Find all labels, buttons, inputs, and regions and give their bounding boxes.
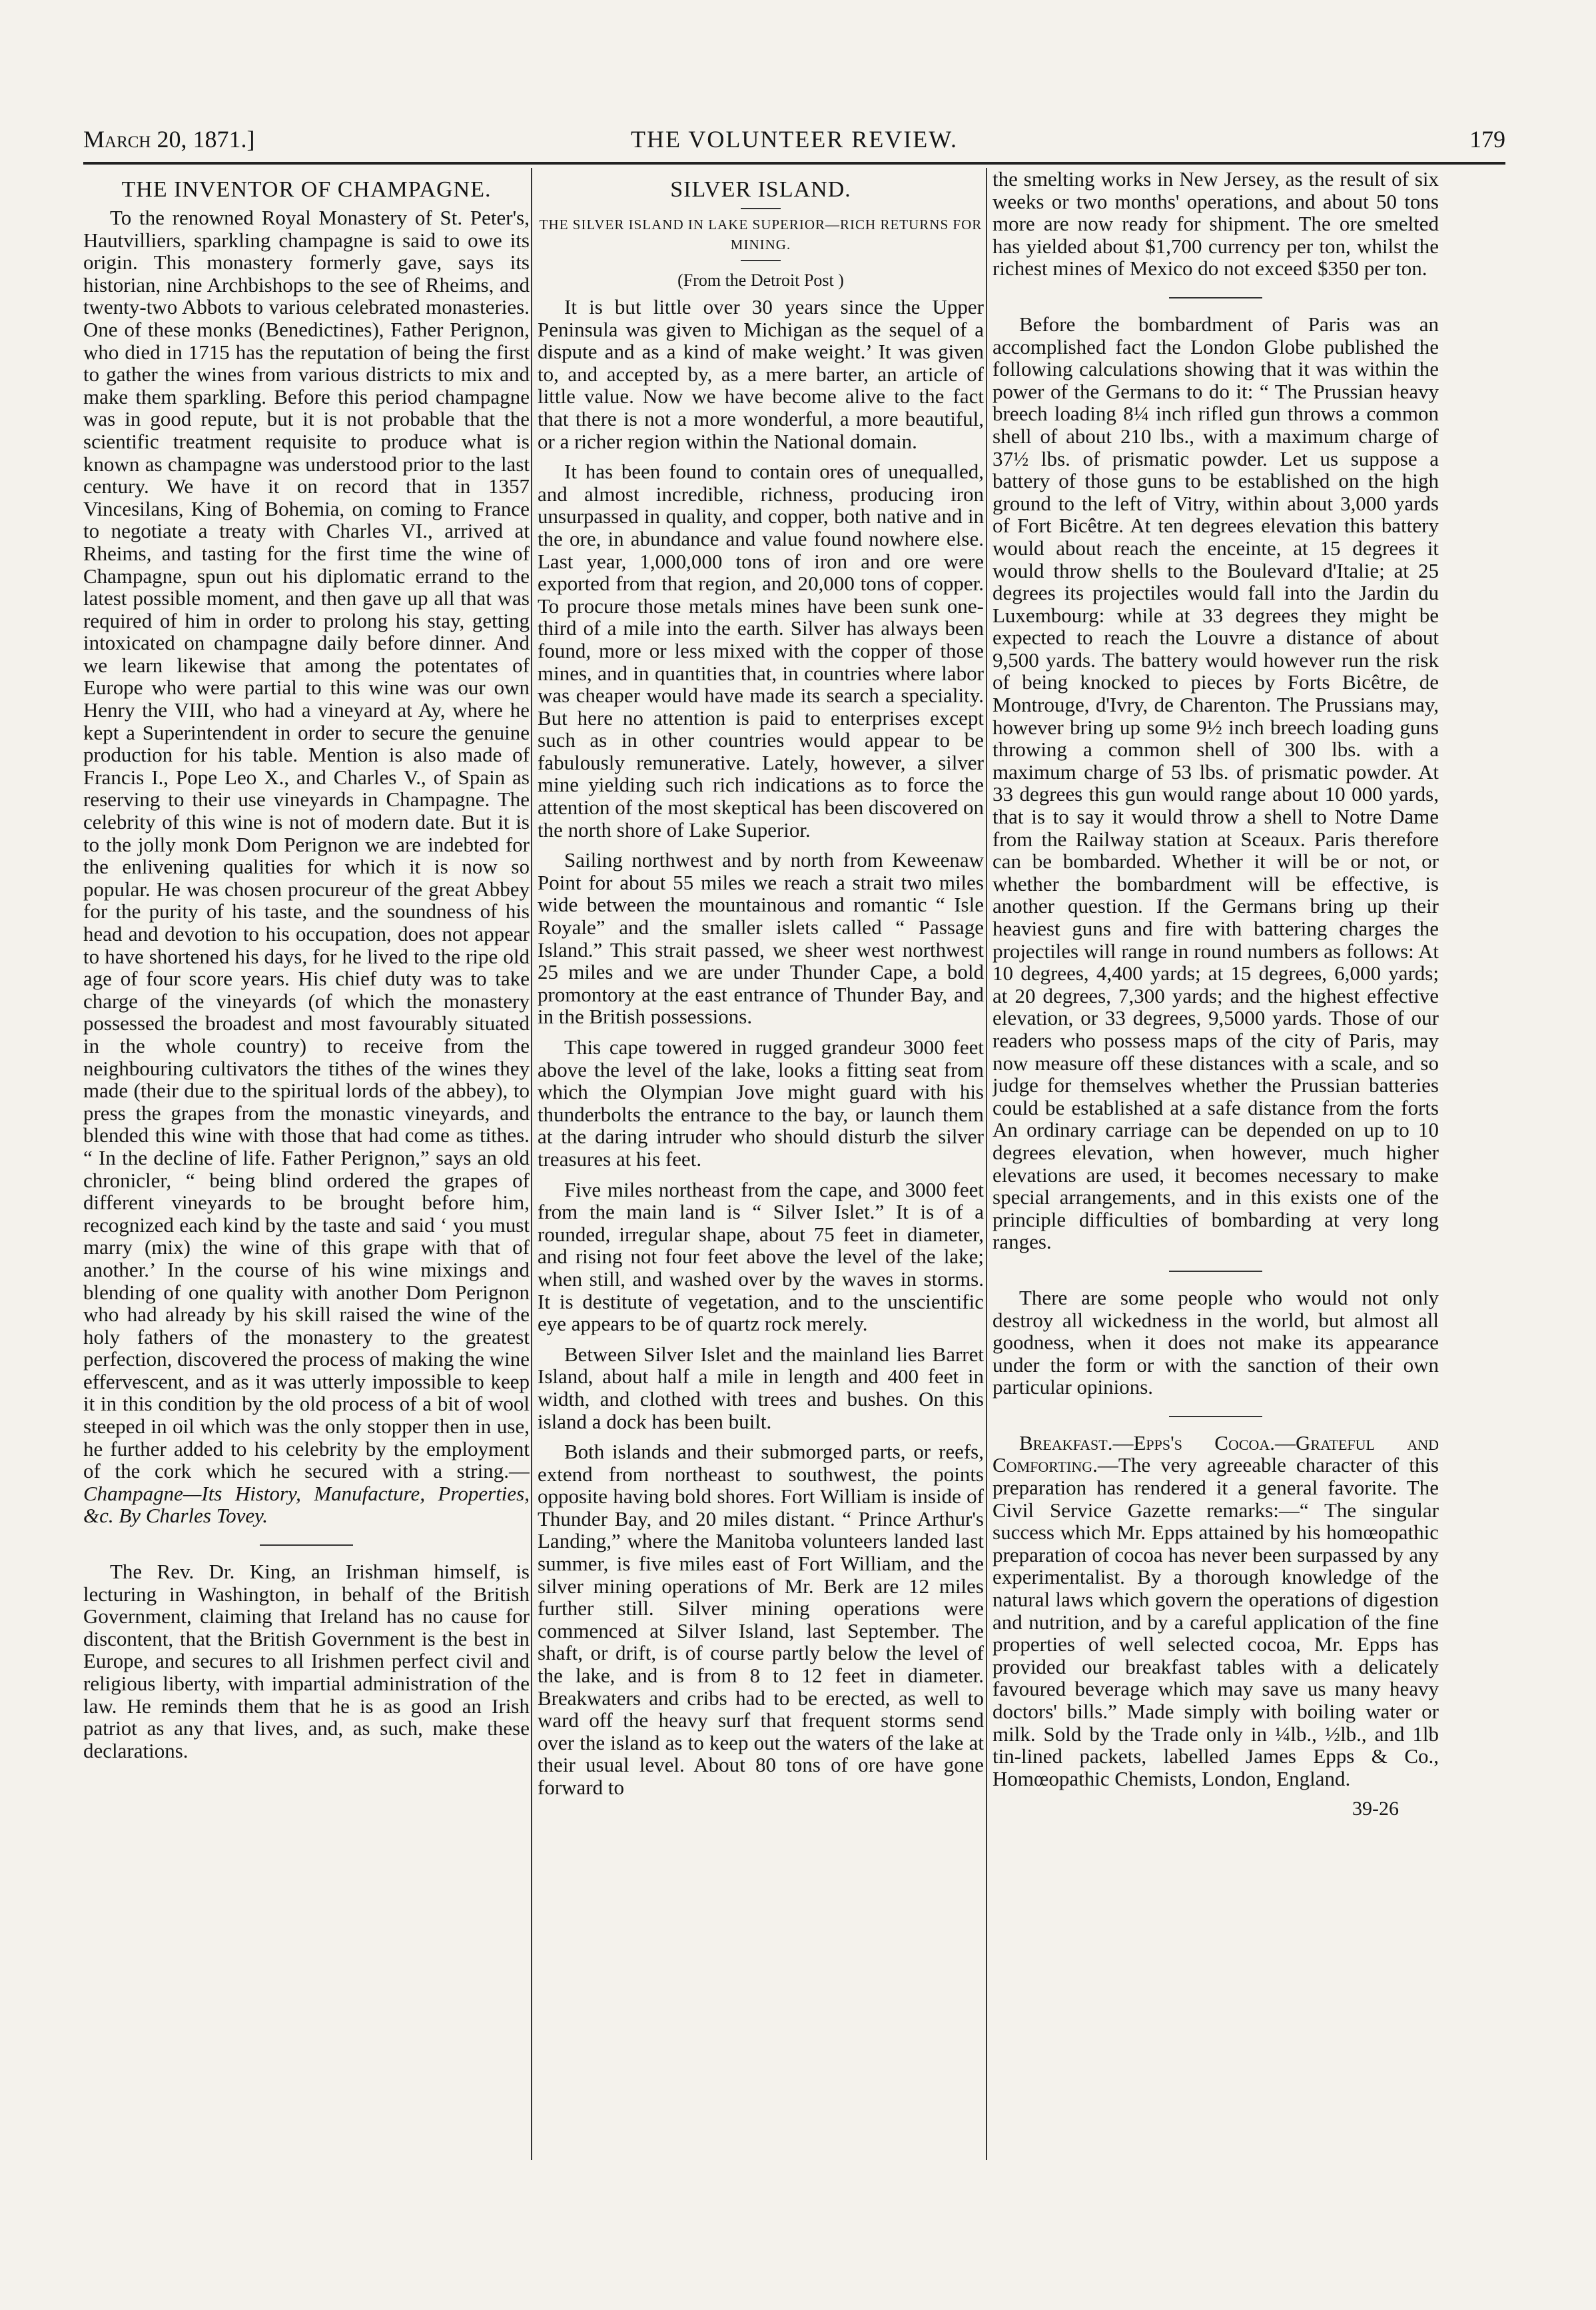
article-paragraph: The Rev. Dr. King, an Irishman himself, is lecturing in Washington, in behalf of the British Government, claiming that Ireland has no cause for discontent, that the British Government is the best in Europe, and secures to all Irishmen perfect civil and religious liberty, with impartial administration of the law. He reminds them that he is as good an Irish patriot as any that lives, and, as such, make these declarations. — [83, 1560, 530, 1762]
column-divider — [531, 168, 532, 2160]
heading-rule — [741, 208, 781, 209]
paragraph-text: To the renowned Royal Monastery of St. Peter's, Hautvilliers, sparkling champagne is said to owe its origin. This monastery formerly gave, says its historian, nine Archbishops to the see of Rheims, and twenty-two Abbots to various celebrated monasteries. One of these monks (Benedictines), Father Perignon, who died in 1715 has the reputation of being the first to gather the wines from various districts to mix and make them sparkling. Before this period champagne was in good repute, but it is not probable that the scientific treatment requisite to produce what is known as champagne was understood prior to the last century. We have it on record that in 1357 Vincesilans, King of Bohemia, on coming to France to negotiate a treaty with Charles VI., arrived at Rheims, and tasting for the first time the wine of Champagne, spun out his diplomatic errand to the latest possible moment, and then gave up all that was required of him in order to prolong his stay, getting intoxicated on champagne daily before dinner. And we learn likewise that among the potentates of Europe who were partial to this wine was our own Henry the VIII, who had a vineyard at Ay, where he kept a Superintendent in order to secure the genuine production for his table. Mention is also made of Francis I., Pope Leo X., and Charles V., of Spain as reserving to their use vineyards in Champagne. The celebrity of this wine is not of modern date. But it is to the jolly monk Dom Perignon we are indebted for the enlivening qualities for which it is now so popular. He was chosen procureur of the great Abbey for the purity of his taste, and the soundness of his head and devotion to his occupation, does not appear to have shortened his days, for he lived to the ripe old age of four score years. His chief duty was to take charge of the vineyards (of which the monastery possessed the broadest and most favourably situated in the whole country) to receive from the neighbouring cultivators the tithes of the wines they made (their due to the spiritual lords of the abbey), to press the grapes from the monastic vineyards, and blended this wine with those that had come as tithes. “ In the decline of life. Father Perignon,” says an old chronicler, “ being blind ordered the grapes of different vineyards to be brought before him, recognized each kind by the taste and said ‘ you must marry (mix) the wine of this grape with that of another.’ In the course of his wine mixings and blending of one quality with another Dom Perignon who had already by his skill raised the wine of the holy fathers of the monastery to the greatest perfection, discovered the process of making the wine effervescent, and as it was utterly impossible to keep it in this condition by the old process of a bit of wool steeped in oil which was the only stopper then in use, he further added to his celebrity by the employment of the cork which he secured with a string.— — [83, 206, 530, 1483]
article-paragraph: There are some people who would not only destroy all wickedness in the world, but almost all goodness, when it does not make its appearance under the form or with the sanction of their own particular opinions. — [993, 1285, 1439, 1399]
columns — [83, 168, 1505, 2160]
heading-rule — [741, 260, 781, 261]
issue-date: March 20, 1871.] — [83, 126, 255, 153]
article-paragraph: Both islands and their submorged parts, or reefs, extend from northeast to southwest, the points opposite having bold shores. Fort William is inside of Thunder Bay, and 20 miles distant. “ Prince Arthur's Landing,” where the Manitoba volunteers landed last summer, is five miles east of Fort William, and the silver mining operations of Mr. Berk are 12 miles further still. Silver mining operations were commenced at Silver Island, last September. The shaft, or drift, is of course partly below the level of the lake, and is from 8 to 12 feet in diameter. Breakwaters and cribs had to be erected, as well to ward off the heavy surf that frequent storms send over the island as to keep out the waters of the lake at their usual level. About 80 tons of ore have gone forward to — [538, 1440, 984, 1799]
advertisement-label: Breakfast.—Epps's Cocoa.—Grateful and Comforting. — [993, 1431, 1439, 1477]
article-paragraph: Between Silver Islet and the mainland lies Barret Island, about half a mile in length and 400 feet in width, and clothed with trees and bushes. On this island a dock has been built. — [538, 1342, 984, 1433]
article-paragraph: Before the bombardment of Paris was an accomplished fact the London Globe published the following calculations showing that it was within the power of the Germans to do it: “ The Prussian heavy breech loading 8¼ inch rifled gun throws a common shell of about 210 lbs., with a maximum charge of 37½ lbs. of prismatic powder. Let us suppose a battery of those guns to be established on the high ground to the left of Vitry, within about 3,000 yards of Fort Bicêtre. At ten degrees elevation this battery would about reach the enceinte, at 15 degrees it would throw shells to the Boulevard d'Italie; at 25 degrees its projectiles would fall into the Jardin du Luxembourg: while at 33 degrees they might be expected to reach the Louvre a distance of about 9,500 yards. The battery would however run the risk of being knocked to pieces by Forts Bicêtre, de Montrouge, d'Ivry, de Charenton. The Prussians may, however bring up some 9½ inch breech loading guns throwing a common shell of 300 lbs. with a maximum charge of 53 lbs. of prismatic powder. At 33 degrees this gun would range about 10 000 yards, that is to say it would throw a shell to Notre Dame from the Railway station at Sceaux. Paris therefore can be bombarded. Whether it will be or not, or whether the bombardment will be effective, is another question. If the Germans bring up their heaviest guns and fire with battering charges the projectiles will range in round numbers as follows: At 10 degrees, 4,400 yards; at 15 degrees, 6,000 yards; at 20 degrees, 7,300 yards; and the highest effective elevation, or 33 degrees, 9,5000 yards. Those of our readers who possess maps of the city of Paris, may now measure off these distances with a scale, and so judge for themselves whether the Prussian batteries could be established at a safe distance from the forts An ordinary carriage can be depended on up to 10 degrees elevation, when however, much higher elevations are used, it becomes necessary to make special arrangements, and in this exists one of the principle difficulties of bombarding at very long ranges. — [993, 312, 1439, 1254]
article-paragraph: Sailing northwest and by north from Keweenaw Point for about 55 miles we reach a strait two miles wide between the mountainous and romantic “ Isle Royale” and the smaller islets called “ Passage Island.” This strait passed, we sheer west northwest 25 miles and we are under Thunder Cape, a bold promontory at the east entrance of Thunder Bay, and in the British possessions. — [538, 848, 984, 1029]
article-paragraph — [83, 207, 530, 1527]
section-separator — [1169, 1416, 1262, 1417]
page-header — [83, 125, 1505, 157]
article-paragraph: It has been found to contain ores of unequalled, and almost incredible, richness, producing iron unsurpassed in quality, and copper, both native and in the ore, in abundance and value found nowhere else. Last year, 1,000,000 tons of iron and ore were exported from that region, and 20,000 tons of copper. To procure those metals mines have been sunk one-third of a mile into the earth. Silver has always been found, more or less mixed with the copper of those mines, and in quantities that, in countries where labor was cheaper would have made its search a speciality. But here no attention is paid to enterprises except such as in other countries would appear to be fabulously remunerative. Lately, however, a silver mine yielding such rich indications as to force the attention of the most skeptical has been discovered on the north shore of Lake Superior. — [538, 460, 984, 842]
article-paragraph: the smelting works in New Jersey, as the result of six weeks or two months' operations, and about 50 tons more are now ready for shipment. The ore smelted has yielded about $1,700 currency per ton, whilst the richest mines of Mexico do not exceed $350 per ton. — [993, 168, 1439, 281]
section-separator — [1169, 1271, 1262, 1272]
section-separator — [1169, 297, 1262, 298]
masthead-title: THE VOLUNTEER REVIEW. — [631, 126, 958, 153]
article-attribution: Champagne—Its History, Manufacture, Properties, &c. By Charles Tovey. — [83, 1481, 530, 1528]
advertisement-text: —The very agreeable character of this preparation has rendered it a general favorite. The Civil Service Gazette remarks:—“ The singular success which Mr. Epps attained by his homœopathic preparation of cocoa has never been surpassed by any experimentalist. By a thorough knowledge of the natural laws which govern the operations of digestion and nutrition, and by a careful application of the fine properties of well selected cocoa, Mr. Epps has provided our breakfast tables with a delicately favoured beverage which may save us many heavy doctors' bills.” Made simply with boiling water or milk. Sold by the Trade only in ¼lb., ½lb., and 1lb tin-lined packets, labelled James Epps & Co., Homœopathic Chemists, London, England. — [993, 1453, 1439, 1790]
column-2 — [538, 168, 984, 2160]
article-subheading: THE SILVER ISLAND IN LAKE SUPERIOR—RICH RETURNS FOR MINING. — [539, 217, 983, 253]
column-divider — [986, 168, 987, 2160]
article-heading-champagne: THE INVENTOR OF CHAMPAGNE. — [121, 177, 492, 202]
article-heading-silver-island: SILVER ISLAND. — [670, 177, 851, 202]
section-separator — [260, 1544, 353, 1546]
column-3 — [993, 168, 1439, 2160]
header-rule — [83, 162, 1505, 165]
page-number: 179 — [1469, 126, 1505, 153]
article-source: (From the Detroit Post ) — [677, 271, 844, 290]
article-paragraph: Five miles northeast from the cape, and 3000 feet from the main land is “ Silver Islet.” It is of a rounded, irregular shape, about 75 feet in diameter, and rising not four feet above the level of the lake; when still, and washed over by the waves in storms. It is destitute of vegetation, and to the unscientific eye appears to be of quartz rock merely. — [538, 1177, 984, 1336]
advertisement-paragraph — [993, 1432, 1439, 1790]
article-paragraph: This cape towered in rugged grandeur 3000 feet above the level of the lake, looks a fitting seat from which the Olympian Jove might guard with his thunderbolts the entrance to the bay, or launch them at the daring intruder who should disturb the silver treasures at his feet. — [538, 1035, 984, 1171]
article-paragraph: It is but little over 30 years since the Upper Peninsula was given to Michigan as the sequel of a dispute and as a kind of make weight.’ It was given to, and accepted by, as a mere barter, an article of little value. Now we have become alive to the fact that there is not a more wonderful, a more beautiful, or a richer region within the National domain. — [538, 295, 984, 453]
advertisement-code: 39-26 — [1352, 1798, 1399, 1820]
column-1 — [83, 168, 530, 2160]
